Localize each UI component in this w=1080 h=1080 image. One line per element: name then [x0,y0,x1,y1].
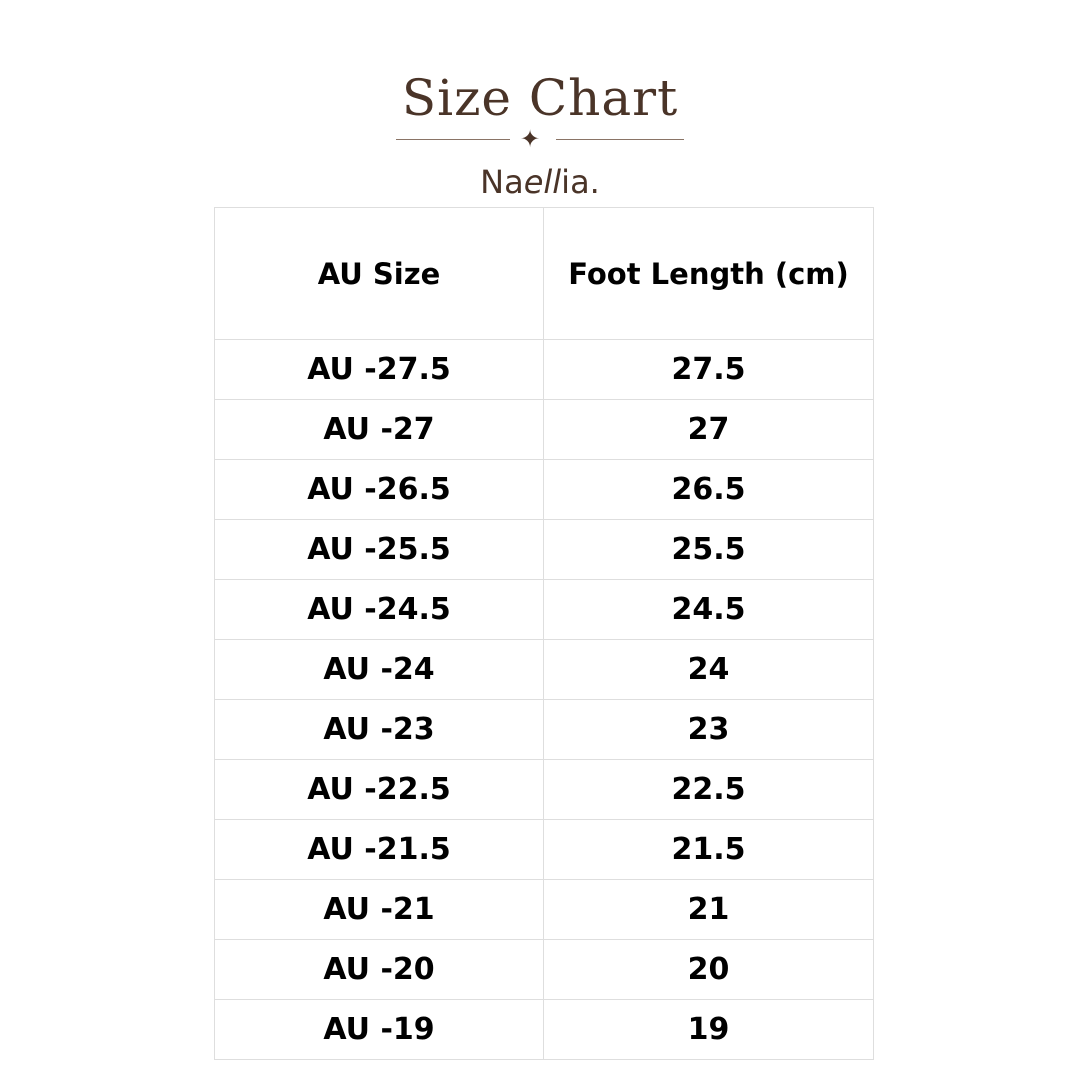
au-size-cell: AU -19 [215,1000,544,1060]
column-header-au-size: AU Size [215,208,544,340]
foot-length-cell: 22.5 [544,760,874,820]
table-row [215,700,874,760]
table-row [215,460,874,520]
size-table [214,207,874,1060]
table-row [215,640,874,700]
brand-text-part: e [523,163,544,201]
title-ornament [396,125,684,153]
au-size-cell: AU -21 [215,880,544,940]
au-size-cell: AU -20 [215,940,544,1000]
table-header-row [215,208,874,340]
page-title: Size Chart [401,69,679,127]
foot-length-cell: 27.5 [544,340,874,400]
table-row [215,820,874,880]
table-row [215,400,874,460]
au-size-cell: AU -23 [215,700,544,760]
table-row [215,1000,874,1060]
brand-logo [0,160,1080,204]
au-size-cell: AU -27 [215,400,544,460]
table-row [215,340,874,400]
table-row [215,520,874,580]
foot-length-cell: 19 [544,1000,874,1060]
au-size-cell: AU -21.5 [215,820,544,880]
foot-length-cell: 23 [544,700,874,760]
au-size-cell: AU -26.5 [215,460,544,520]
foot-length-cell: 25.5 [544,520,874,580]
au-size-cell: AU -24 [215,640,544,700]
foot-length-cell: 21.5 [544,820,874,880]
foot-length-cell: 20 [544,940,874,1000]
au-size-cell: AU -22.5 [215,760,544,820]
brand-text-part: ia. [561,163,600,201]
star-icon: ✦ [520,125,541,153]
au-size-cell: AU -25.5 [215,520,544,580]
foot-length-cell: 21 [544,880,874,940]
foot-length-cell: 26.5 [544,460,874,520]
brand-text-part: ll [543,163,562,201]
table-row [215,580,874,640]
table-row [215,940,874,1000]
foot-length-cell: 24 [544,640,874,700]
foot-length-cell: 27 [544,400,874,460]
table-row [215,760,874,820]
au-size-cell: AU -24.5 [215,580,544,640]
ornament-line-left [396,139,510,140]
table-row [215,880,874,940]
foot-length-cell: 24.5 [544,580,874,640]
brand-text-part: Na [480,163,524,201]
ornament-line-right [556,139,684,140]
au-size-cell: AU -27.5 [215,340,544,400]
column-header-foot-length: Foot Length (cm) [544,208,874,340]
